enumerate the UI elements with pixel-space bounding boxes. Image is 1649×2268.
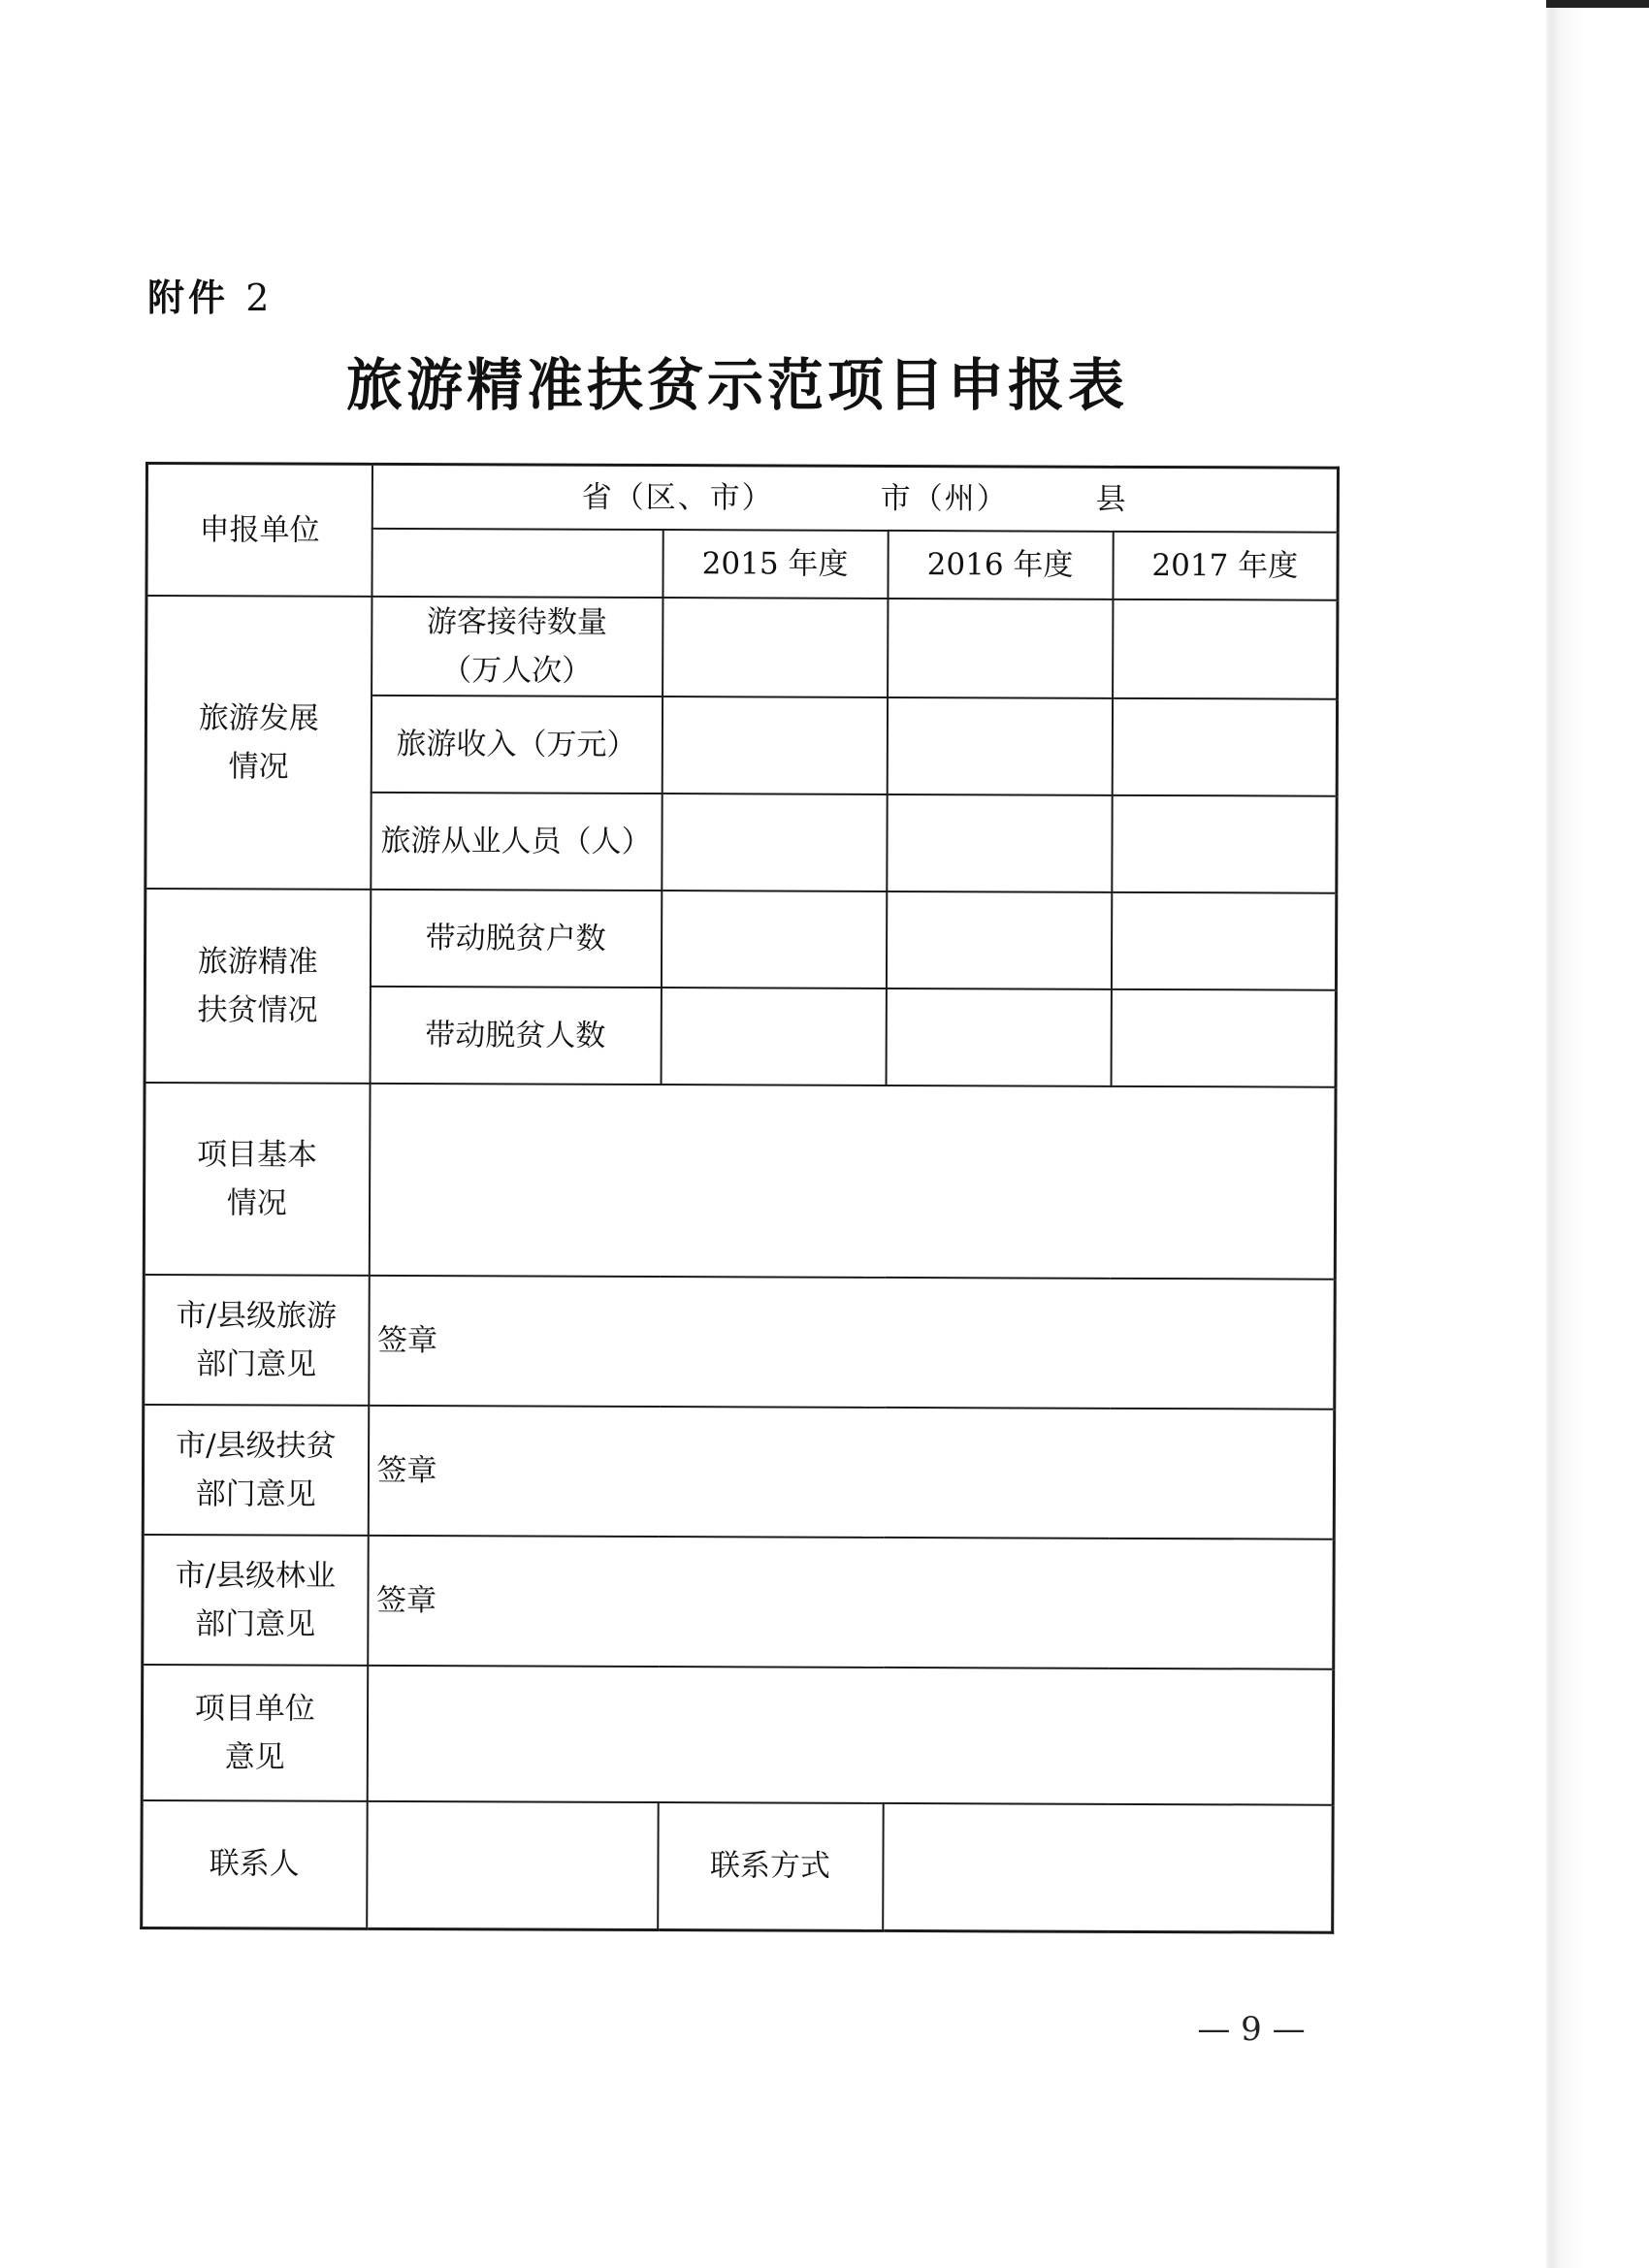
tourism-dept-opinion-label-line2: 部门意见	[196, 1345, 317, 1382]
tourism-revenue-label: 旅游收入（万元）	[371, 695, 662, 793]
year-header-2017: 2017 年度	[1113, 531, 1338, 599]
visitor-count-2015-field[interactable]	[663, 598, 888, 697]
project-unit-opinion-field[interactable]	[367, 1665, 1334, 1804]
scan-corner-mark	[1546, 0, 1649, 8]
region-county: 县	[1095, 481, 1128, 517]
poverty-dept-sign-label: 签章	[376, 1452, 437, 1488]
region-province: 省（区、市）	[581, 479, 774, 516]
tourism-employees-2016-field[interactable]	[887, 794, 1112, 891]
project-unit-opinion-label-cell	[142, 1664, 368, 1800]
poverty-dept-opinion-label-cell	[143, 1404, 369, 1535]
visitor-count-label-line2: （万人次）	[441, 652, 593, 689]
scan-edge-shadow	[1546, 0, 1649, 2268]
poverty-dept-opinion-label-line1: 市/县级扶贫	[176, 1427, 337, 1464]
poverty-alleviation-label-line2: 扶贫情况	[197, 991, 318, 1028]
visitor-count-2016-field[interactable]	[888, 598, 1113, 697]
page-title: 旅游精准扶贫示范项目申报表	[345, 352, 1128, 418]
tourism-employees-label: 旅游从业人员（人）	[371, 792, 662, 890]
forestry-dept-opinion-field[interactable]	[368, 1535, 1335, 1669]
tourism-development-label-cell	[146, 596, 372, 890]
tourism-revenue-2016-field[interactable]	[887, 697, 1112, 794]
tourism-dept-opinion-field[interactable]	[369, 1275, 1336, 1409]
tourism-revenue-2017-field[interactable]	[1112, 697, 1337, 795]
year-header-2016: 2016 年度	[888, 530, 1113, 599]
attachment-label-text: 附件	[147, 276, 230, 319]
people-lifted-2017-field[interactable]	[1111, 988, 1336, 1086]
tourism-development-label-line1: 旅游发展	[198, 699, 319, 736]
project-basic-info-label-line1: 项目基本	[196, 1136, 318, 1173]
project-basic-info-field[interactable]	[369, 1083, 1336, 1279]
contact-person-label: 联系人	[142, 1799, 368, 1928]
project-basic-info-label-line2: 情况	[226, 1184, 287, 1221]
page-number: — 9 —	[1197, 2010, 1306, 2049]
forestry-dept-opinion-label-cell	[143, 1534, 369, 1665]
project-unit-opinion-label-line1: 项目单位	[194, 1690, 315, 1727]
people-lifted-label: 带动脱贫人数	[370, 986, 661, 1084]
poverty-alleviation-label-line1: 旅游精准	[197, 943, 318, 980]
tourism-dept-opinion-label-line1: 市/县级旅游	[176, 1297, 338, 1334]
contact-method-label: 联系方式	[658, 1802, 884, 1931]
tourism-development-label-line2: 情况	[228, 748, 289, 785]
project-basic-info-label-cell	[144, 1083, 370, 1276]
people-lifted-2016-field[interactable]	[886, 988, 1111, 1085]
poverty-alleviation-label-cell	[145, 889, 371, 1084]
contact-method-field[interactable]	[883, 1802, 1334, 1932]
forestry-dept-sign-label: 签章	[375, 1582, 437, 1618]
applicant-unit-label: 申报单位	[199, 511, 320, 548]
applicant-unit-label-cell	[146, 464, 372, 597]
people-lifted-2015-field[interactable]	[661, 988, 886, 1085]
year-header-2015: 2015 年度	[663, 530, 888, 599]
attachment-label	[147, 268, 273, 321]
tourism-dept-opinion-label-cell	[144, 1274, 370, 1405]
application-form-table	[140, 462, 1340, 1934]
households-lifted-2017-field[interactable]	[1111, 891, 1336, 989]
year-header-blank-cell	[372, 528, 663, 597]
region-city: 市（州）	[880, 480, 1009, 517]
households-lifted-2015-field[interactable]	[661, 891, 886, 988]
tourism-revenue-2015-field[interactable]	[662, 697, 887, 794]
tourism-dept-sign-label: 签章	[376, 1322, 438, 1358]
poverty-dept-opinion-label-line2: 部门意见	[195, 1475, 316, 1512]
forestry-dept-opinion-label-line1: 市/县级林业	[175, 1557, 337, 1594]
visitor-count-2017-field[interactable]	[1113, 599, 1338, 698]
attachment-number: 2	[245, 276, 274, 319]
tourism-employees-2017-field[interactable]	[1112, 794, 1337, 892]
project-unit-opinion-label-line2: 意见	[224, 1738, 285, 1775]
poverty-dept-opinion-field[interactable]	[368, 1405, 1335, 1539]
visitor-count-label-line1: 游客接待数量	[426, 603, 607, 640]
forestry-dept-opinion-label-line2: 部门意见	[195, 1605, 316, 1642]
tourism-employees-2015-field[interactable]	[662, 794, 887, 891]
region-cell[interactable]	[372, 464, 1338, 532]
households-lifted-2016-field[interactable]	[886, 891, 1111, 988]
visitor-count-label-cell	[372, 596, 663, 696]
contact-person-field[interactable]	[367, 1800, 659, 1929]
households-lifted-label: 带动脱贫户数	[370, 889, 661, 987]
